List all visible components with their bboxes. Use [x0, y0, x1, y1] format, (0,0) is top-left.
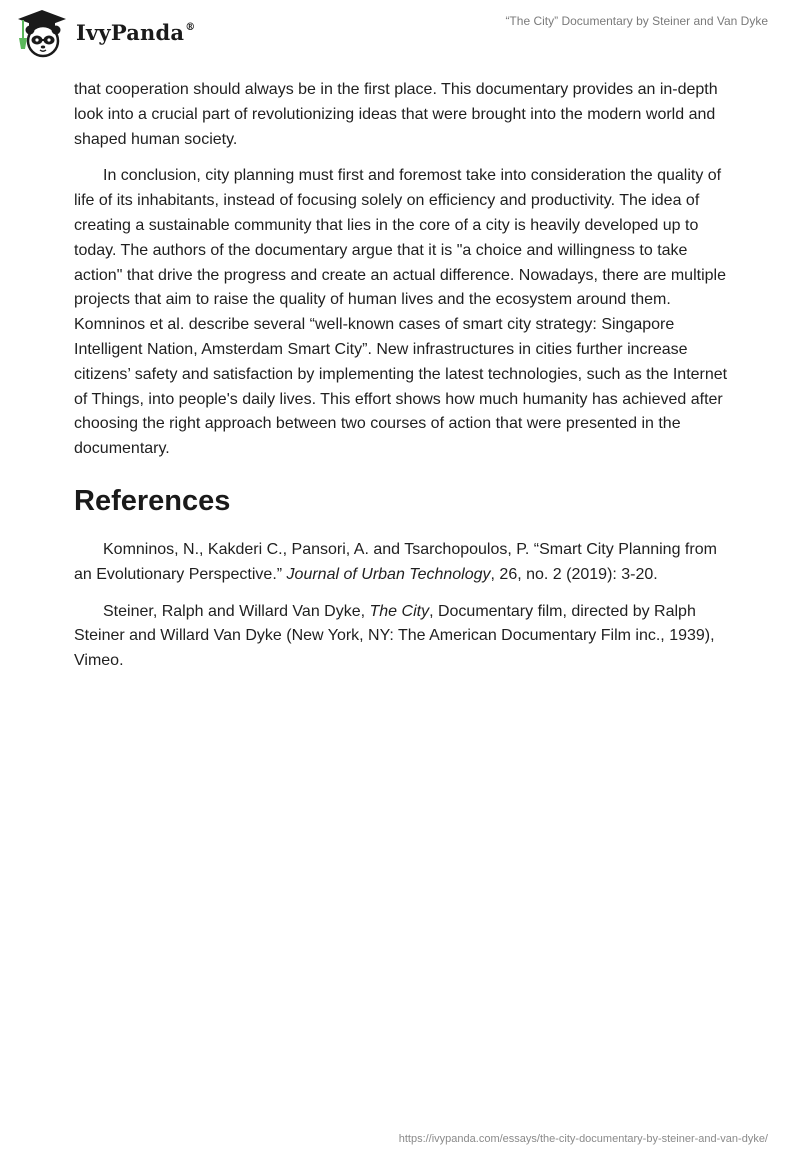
reference-item: Komninos, N., Kakderi C., Pansori, A. and Tsarchopoulos, P. “Smart City Planning from an Evolutionary Perspective.” Journal of Urban Technology, 26, no. 2 (2019): 3-20.: [74, 540, 717, 583]
essay-content: [74, 78, 730, 686]
ivypanda-logo[interactable]: [14, 8, 195, 58]
running-title: “The City” Documentary by Steiner and Van Dyke: [505, 14, 768, 28]
references-heading: References: [74, 484, 231, 517]
source-url-link[interactable]: https://ivypanda.com/essays/the-city-documentary-by-steiner-and-van-dyke/: [398, 1133, 768, 1145]
body-paragraph: that cooperation should always be in the first place. This documentary provides an in-depth look into a crucial part of revolutionizing ideas that were brought into the modern world and shaped human society.: [74, 81, 718, 148]
registered-mark: ®: [185, 21, 196, 33]
reference-title: Journal of Urban Technology: [286, 565, 491, 583]
panda-graduate-icon: [14, 8, 70, 58]
conclusion-paragraph: In conclusion, city planning must first and foremost take into consideration the quality of life of its inhabitants, instead of focusing solely on efficiency and productivity. The idea of creating a sustainable community that lies in the core of a city is heavily developed up to today. The authors of the documentary argue that it is "a choice and willingness to take action" that drive the progress and create an actual difference. Nowadays, there are multiple projects that aim to raise the quality of human lives and the ecosystem around them. Komninos et al. describe several “well-known cases of smart city strategy: Singapore Intelligent Nation, Amsterdam Smart City”. New infrastructures in cities further increase citizens’ safety and satisfaction by implementing the latest technologies, such as the Internet of Things, into people's daily lives. This effort shows how much humanity has achieved after choosing the right approach between two courses of action that were presented in the documentary.: [74, 167, 728, 458]
reference-item: Steiner, Ralph and Willard Van Dyke, The City, Documentary film, directed by Ralph Steiner and Willard Van Dyke (New York, NY: The American Documentary Film inc., 1939), Vimeo.: [74, 602, 715, 670]
brand-name: IvyPanda®: [76, 19, 196, 45]
reference-title: The City: [369, 602, 430, 620]
page-header: [0, 0, 800, 66]
